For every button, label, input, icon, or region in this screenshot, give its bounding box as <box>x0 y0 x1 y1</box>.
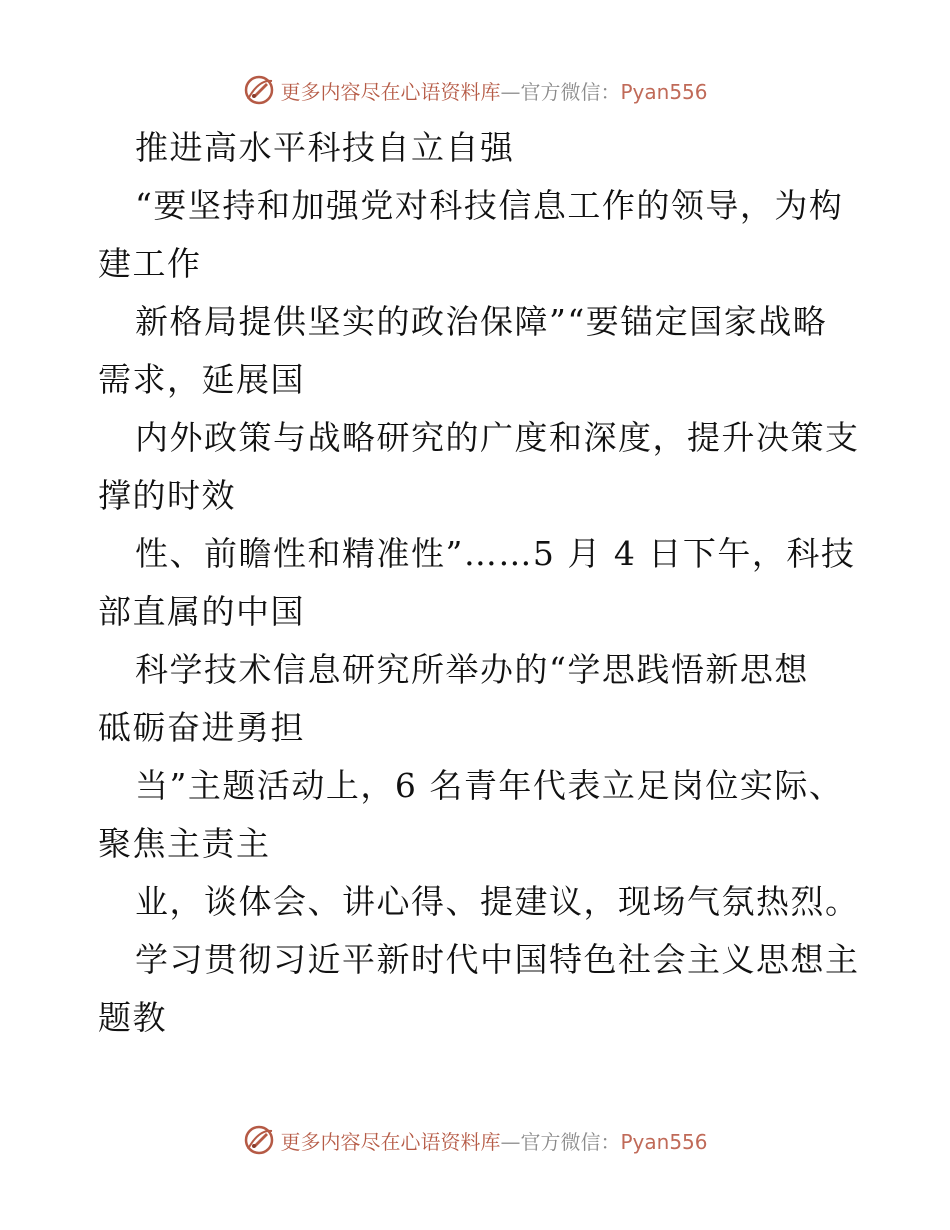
watermark-separator: — <box>500 1129 521 1154</box>
circular-pen-logo-icon <box>242 1123 276 1157</box>
text-line: 新格局提供坚实的政治保障”“要锚定国家战略 <box>135 302 828 341</box>
text-line: 学习贯彻习近平新时代中国特色社会主义思想主 <box>135 940 860 979</box>
footer-watermark <box>0 1120 950 1160</box>
watermark-text <box>280 76 707 105</box>
header-watermark <box>0 70 950 110</box>
text-line: “要坚持和加强党对科技信息工作的领导，为构 <box>135 186 844 225</box>
watermark-label: 官方微信： <box>520 79 621 104</box>
text-line: 部直属的中国 <box>98 592 305 631</box>
watermark-separator: — <box>500 79 521 104</box>
text-line: 当”主题活动上，6 名青年代表立足岗位实际、 <box>135 766 844 805</box>
text-line: 聚焦主责主 <box>98 824 271 863</box>
watermark-label: 官方微信： <box>520 1129 621 1154</box>
text-line: 砥砺奋进勇担 <box>98 708 305 747</box>
watermark-text <box>280 1126 707 1155</box>
text-line: 业，谈体会、讲心得、提建议，现场气氛热烈。 <box>135 882 860 921</box>
watermark-account: Pyan556 <box>620 79 708 104</box>
watermark-account: Pyan556 <box>620 1129 708 1154</box>
text-line: 需求，延展国 <box>98 360 305 399</box>
watermark-brand: 更多内容尽在心语资料库 <box>280 1129 501 1154</box>
text-line: 科学技术信息研究所举办的“学思践悟新思想 <box>135 650 809 689</box>
text-line: 建工作 <box>98 244 202 283</box>
text-line: 题教 <box>98 998 167 1037</box>
text-line: 内外政策与战略研究的广度和深度，提升决策支 <box>135 418 860 457</box>
watermark-brand: 更多内容尽在心语资料库 <box>280 79 501 104</box>
circular-pen-logo-icon <box>242 73 276 107</box>
text-line: 撑的时效 <box>98 476 236 515</box>
text-line: 性、前瞻性和精准性”……5 月 4 日下午，科技 <box>135 534 856 573</box>
text-line: 推进高水平科技自立自强 <box>135 128 515 167</box>
